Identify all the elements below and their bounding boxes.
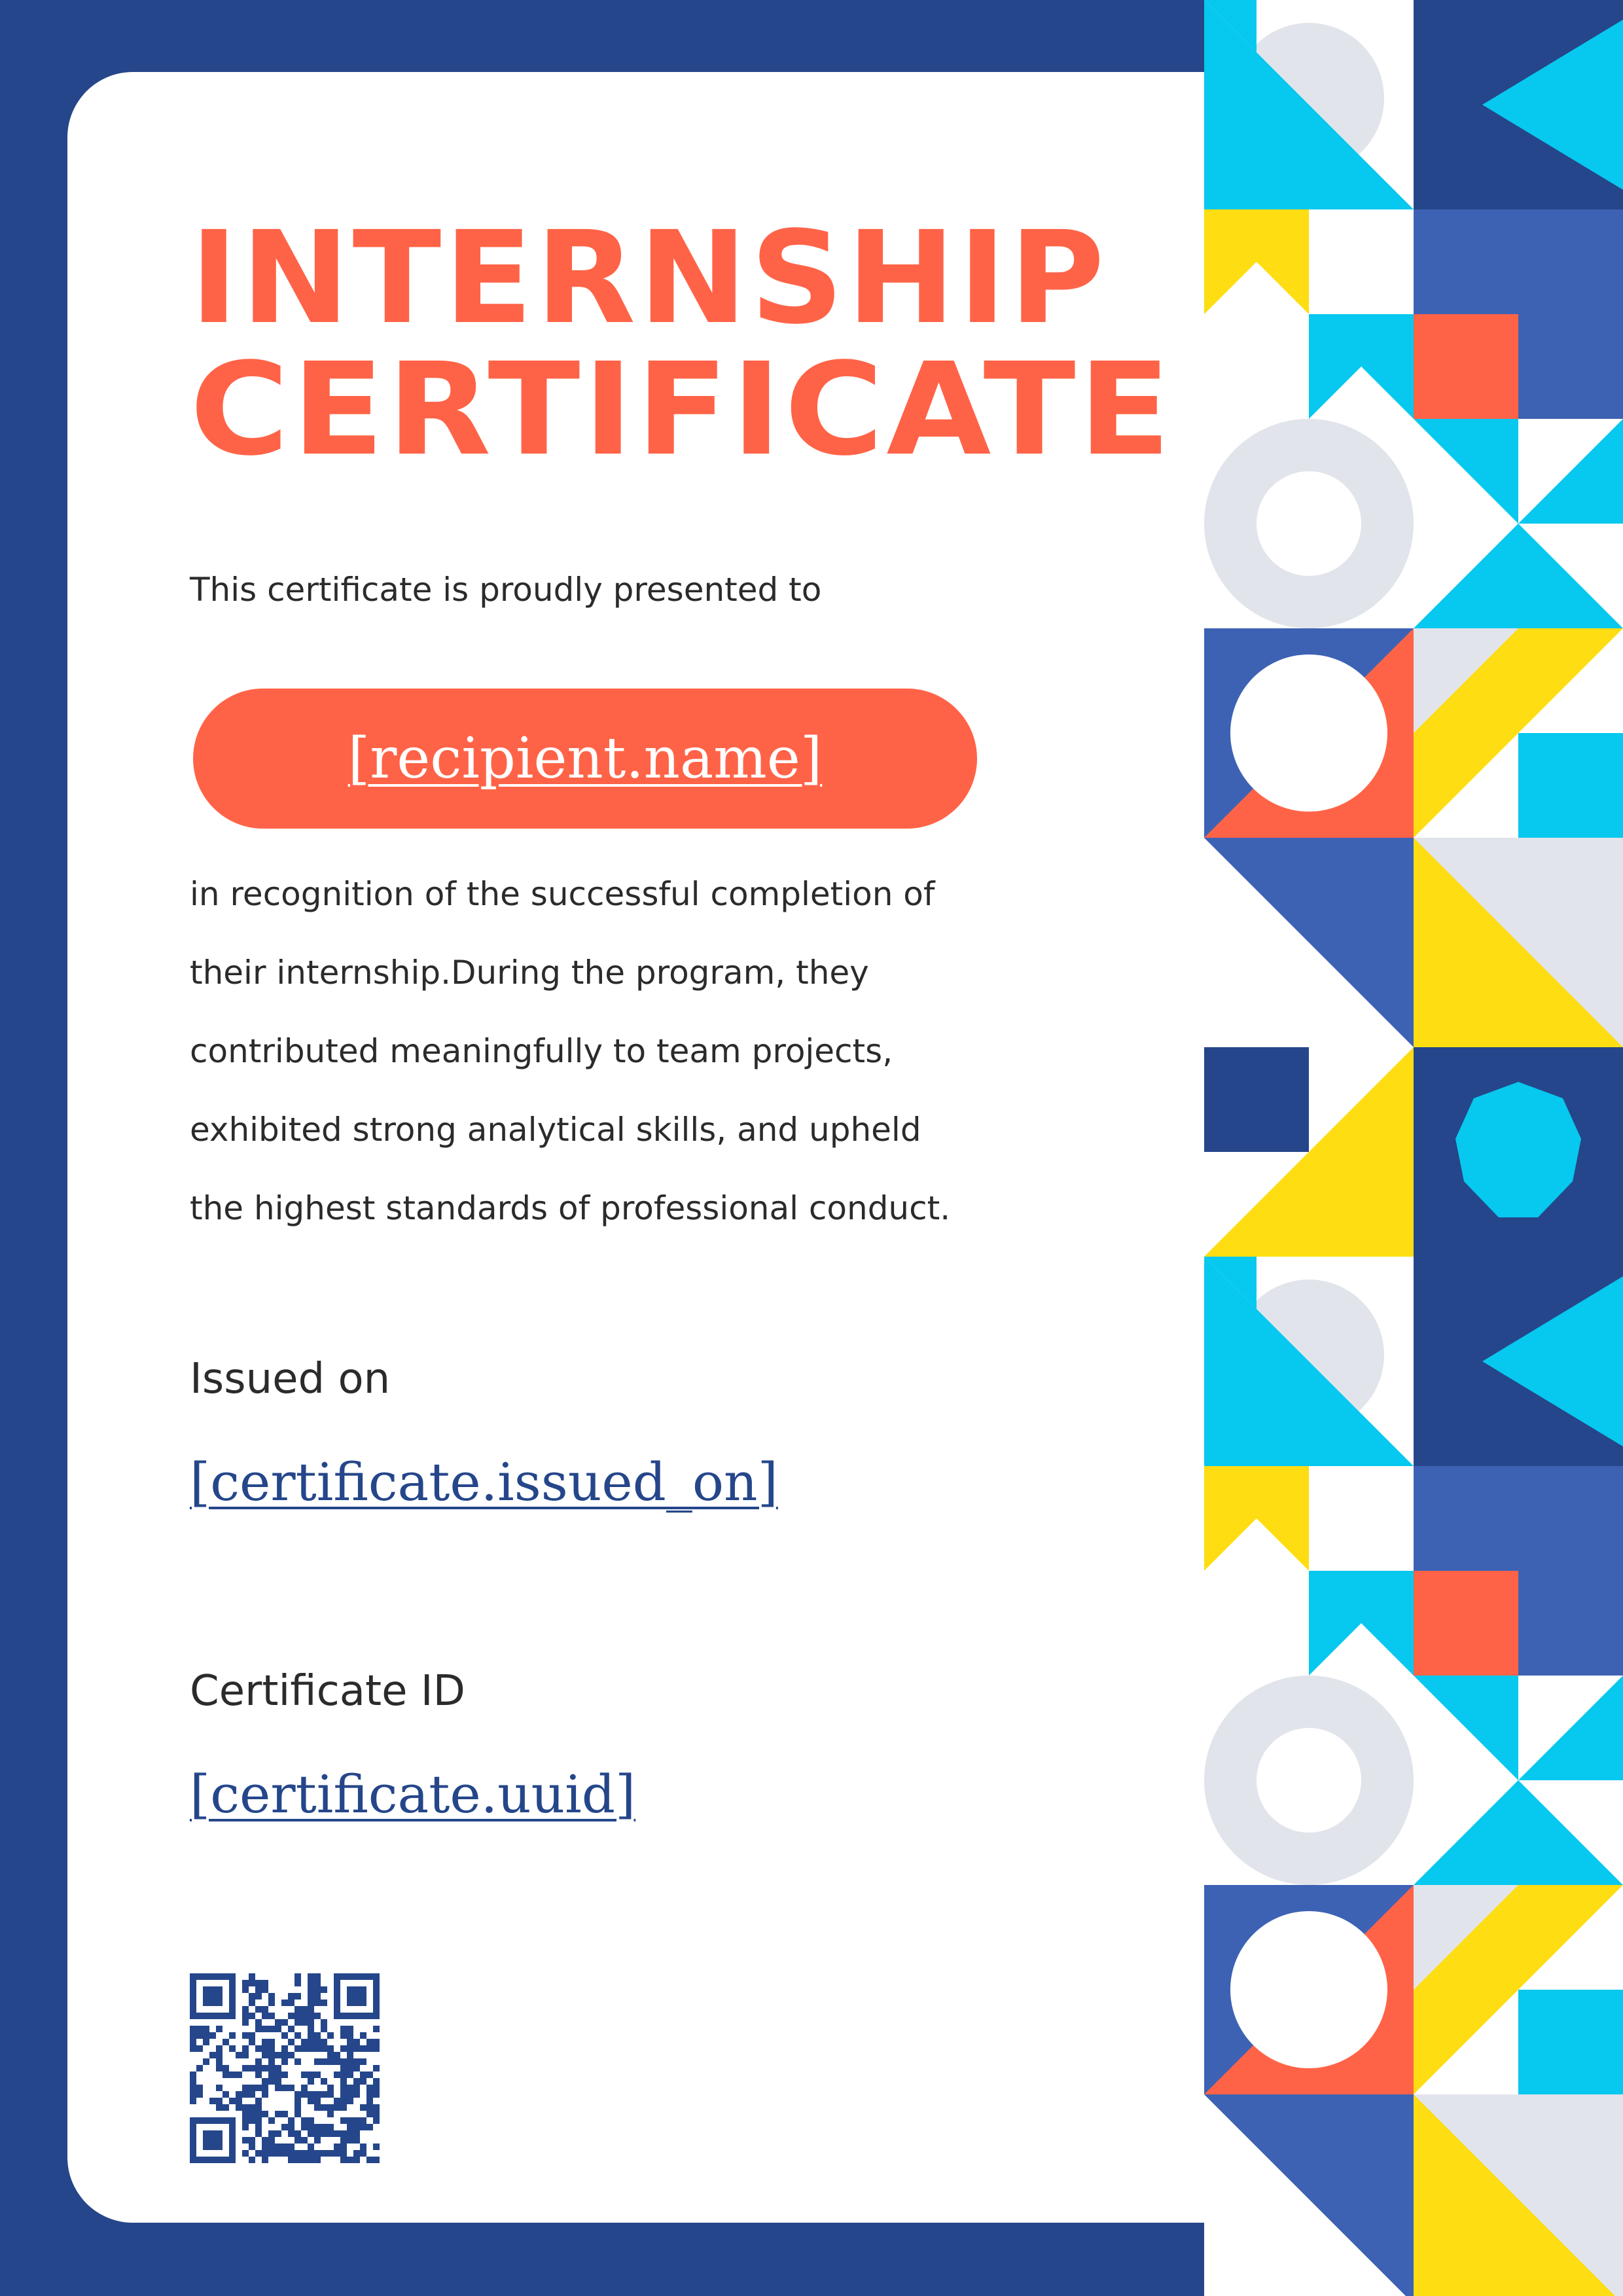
certificate-title-line-1: INTERNSHIP: [190, 204, 1107, 352]
recognition-text-line-4: exhibited strong analytical skills, and upheld: [190, 1111, 921, 1149]
presented-to-text: This certificate is proudly presented to: [190, 571, 822, 609]
recognition-text-line-5: the highest standards of professional conduct.: [190, 1189, 951, 1227]
recognition-text-line-1: in recognition of the successful completion of: [190, 875, 935, 913]
recognition-text-line-3: contributed meaningfully to team projects,: [190, 1032, 893, 1070]
issued-on-value-link[interactable]: [certificate.issued_on]: [190, 1452, 778, 1513]
recognition-text-line-2: their internship.During the program, they: [190, 954, 869, 992]
certificate-id-value-link[interactable]: [certificate.uuid]: [190, 1764, 636, 1825]
recipient-name-badge: [193, 689, 977, 829]
issued-on-label: Issued on: [190, 1355, 391, 1403]
qr-code-icon: [190, 1973, 380, 2163]
certificate-id-label: Certificate ID: [190, 1667, 465, 1715]
recipient-name-link[interactable]: [recipient.name]: [348, 726, 823, 791]
certificate-title-line-2: CERTIFICATE: [190, 335, 1174, 484]
